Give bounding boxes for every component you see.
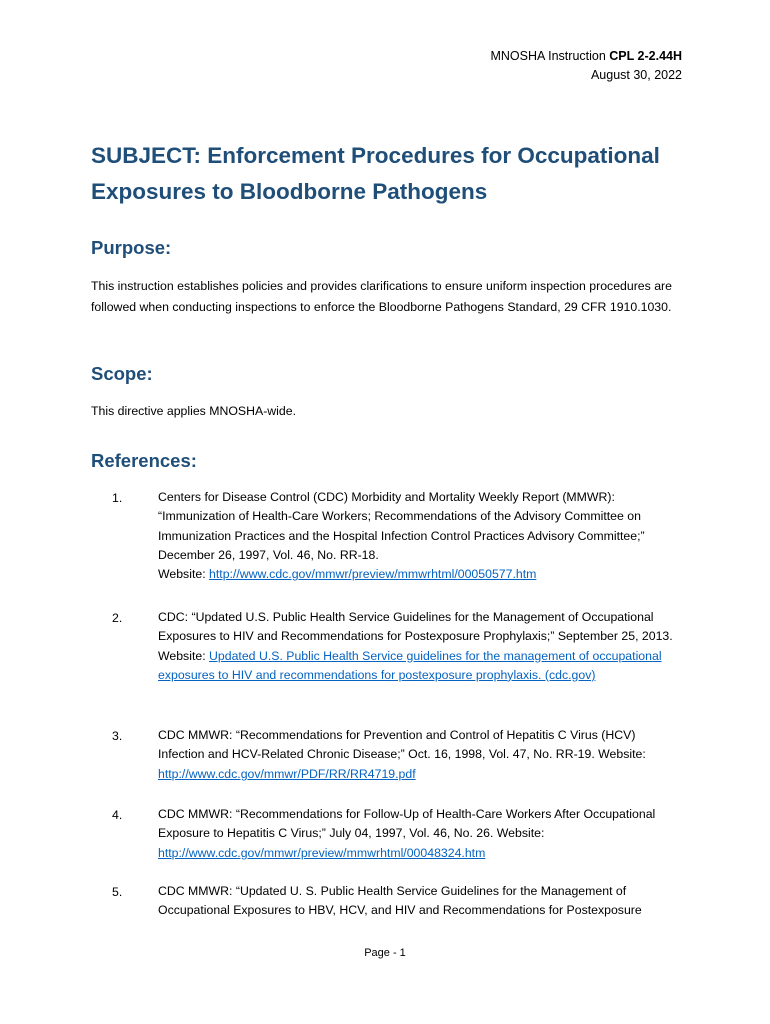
- reference-link[interactable]: Updated U.S. Public Health Service guidelines for the management of occupational exposures to HIV and recommendations for postexposure prophylaxis. (cdc.gov): [158, 648, 662, 682]
- scope-heading: Scope:: [91, 363, 153, 384]
- page-footer: [0, 947, 770, 959]
- instruction-code: CPL 2-2.44H: [609, 49, 682, 63]
- reference-body: [158, 805, 681, 863]
- scope-text: This directive applies MNOSHA-wide.: [91, 404, 297, 418]
- purpose-heading: Purpose:: [91, 237, 172, 258]
- reference-link[interactable]: http://www.cdc.gov/mmwr/preview/mmwrhtml/00048324.htm: [158, 845, 486, 860]
- page-title: SUBJECT: Enforcement Procedures for Occupational Exposures to Bloodborne Pathogens: [91, 143, 660, 204]
- reference-text: Centers for Disease Control (CDC) Morbidity and Mortality Weekly Report (MMWR): “Immunization of Health-Care Workers; Recommendations of the Advisory Committee on Immunization Practices and the Hospital Infection Control Practices Advisory Committee;” December 26, 1997, Vol. 46, No. RR-18.: [158, 490, 645, 562]
- reference-text: CDC MMWR: “Recommendations for Prevention and Control of Hepatitis C Virus (HCV) Infection and HCV-Related Chronic Disease;” Oct. 16, 1998, Vol. 47, No. RR-19. Website:: [158, 728, 646, 762]
- document-date: August 30, 2022: [590, 68, 682, 82]
- reference-number: 2.: [112, 611, 123, 625]
- reference-text: CDC MMWR: “Updated U. S. Public Health Service Guidelines for the Management of Occupational Exposures to HBV, HCV, and HIV and Recommendations for Postexposure: [158, 884, 642, 918]
- purpose-text: This instruction establishes policies and provides clarifications to ensure uniform inspection procedures are followed when conducting inspections to enforce the Bloodborne Pathogens Standard, 29 CFR 1910.1030.: [91, 279, 672, 314]
- reference-number: 1.: [112, 491, 123, 505]
- reference-number: 5.: [112, 885, 123, 899]
- reference-number: 4.: [112, 808, 123, 822]
- website-label: Website:: [158, 567, 210, 582]
- page-number: Page - 1: [364, 947, 406, 959]
- reference-body: [158, 726, 681, 784]
- reference-body: [158, 488, 681, 584]
- reference-link[interactable]: http://www.cdc.gov/mmwr/preview/mmwrhtml/00050577.htm: [209, 567, 537, 582]
- document-header: [490, 47, 682, 85]
- reference-number: 3.: [112, 729, 123, 743]
- reference-text: CDC: “Updated U.S. Public Health Service Guidelines for the Management of Occupational Exposures to HIV and Recommendations for Postexposure Prophylaxis;” September 25, 2013.: [158, 610, 673, 644]
- instruction-line: [490, 47, 682, 66]
- references-heading: References:: [91, 450, 197, 471]
- reference-link[interactable]: http://www.cdc.gov/mmwr/PDF/RR/RR4719.pdf: [158, 766, 416, 781]
- instruction-prefix: MNOSHA Instruction: [490, 49, 610, 63]
- reference-body: [158, 608, 681, 685]
- website-label: Website:: [158, 648, 210, 663]
- reference-text: CDC MMWR: “Recommendations for Follow-Up of Health-Care Workers After Occupational Exposure to Hepatitis C Virus;” July 04, 1997, Vol. 46, No. 26. Website:: [158, 807, 656, 841]
- reference-body: [158, 882, 681, 921]
